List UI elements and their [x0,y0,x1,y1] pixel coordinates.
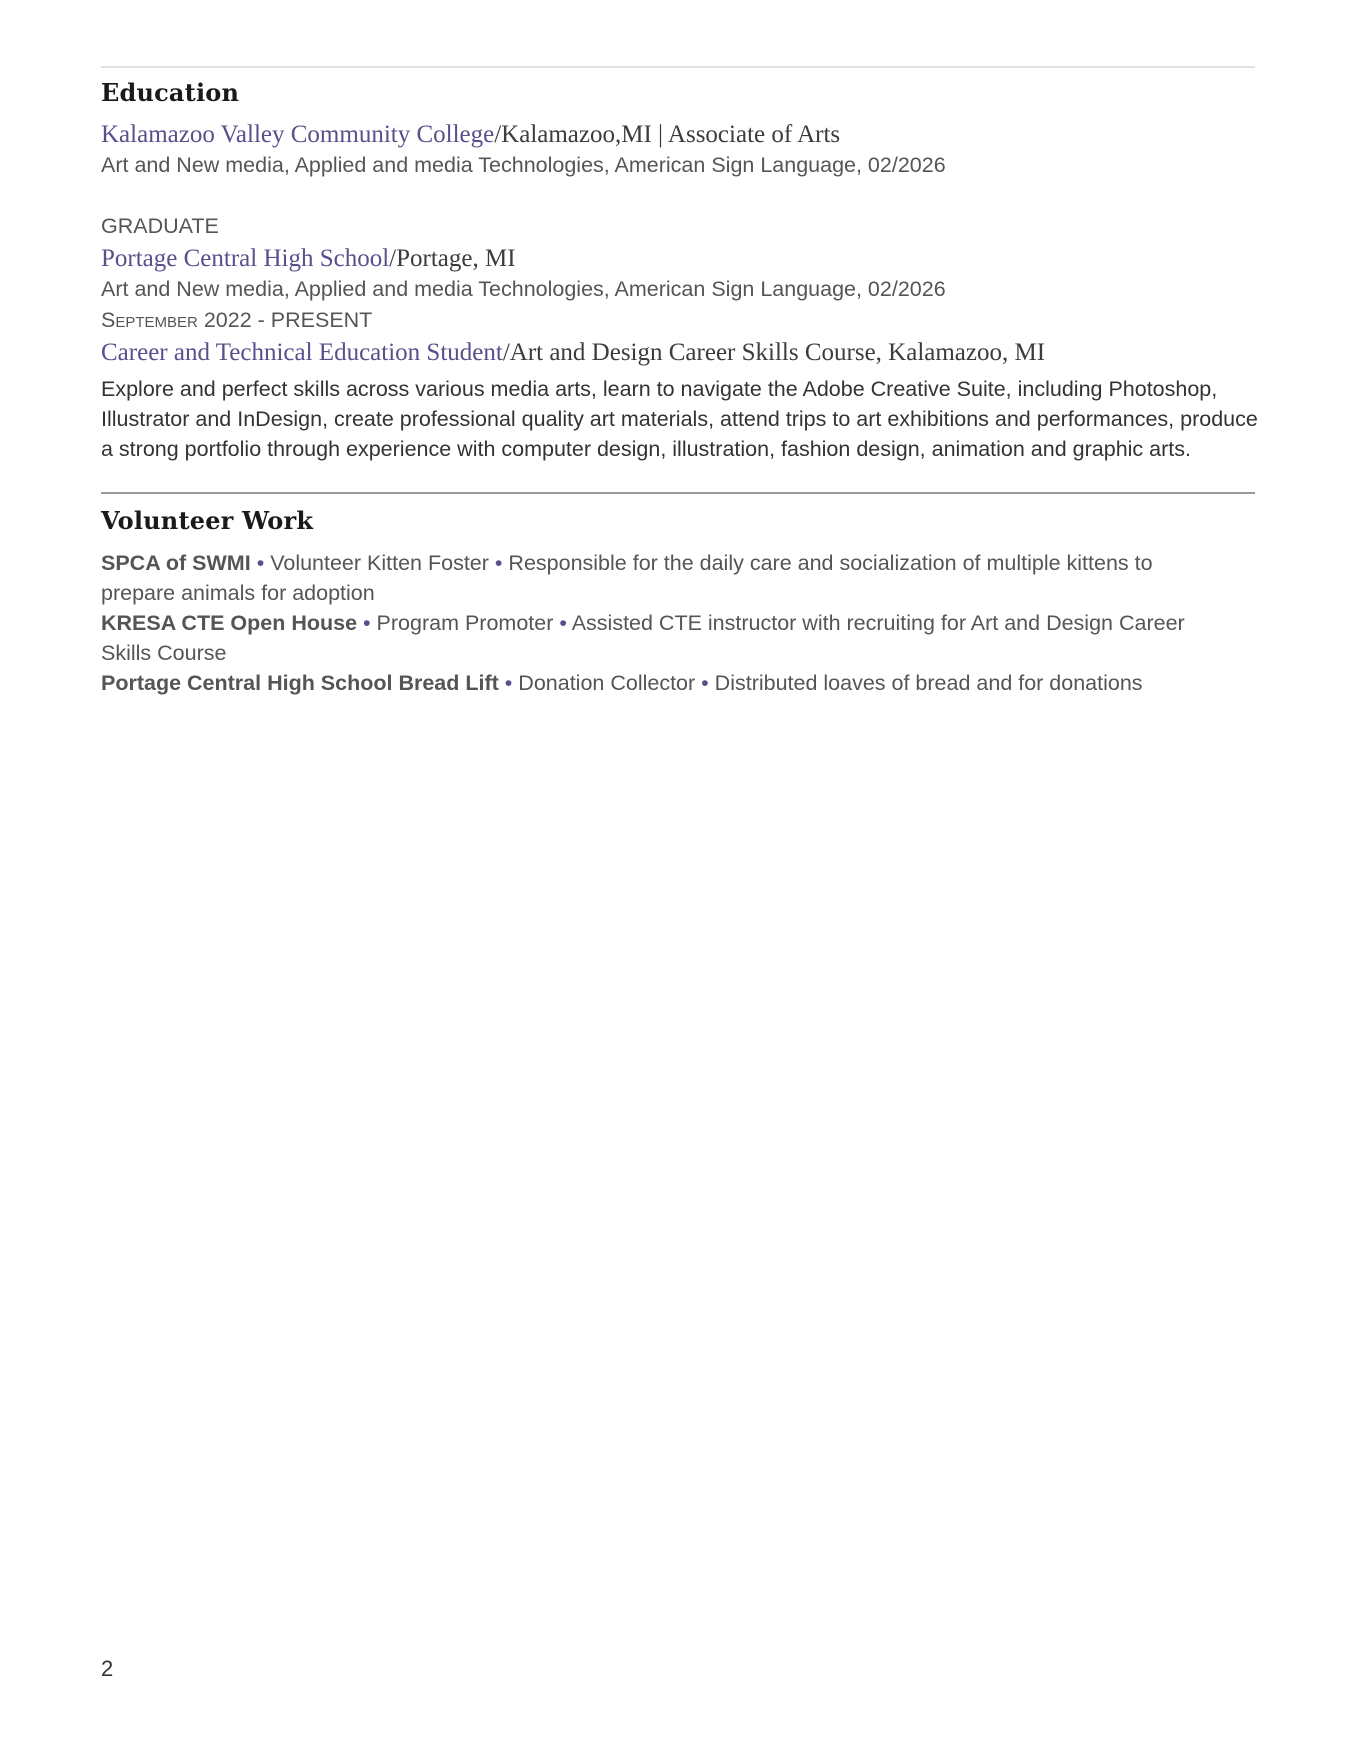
bullet-icon: • [363,611,371,635]
cte-name: Career and Technical Education Student [101,339,503,366]
pchs-details: Art and New media, Applied and media Technologies, American Sign Language, 02/2026 [101,277,946,301]
section-divider [101,492,1255,494]
pchs-line [101,245,516,273]
kvcc-details: Art and New media, Applied and media Technologies, American Sign Language, 02/2026 [101,153,946,177]
bullet-icon: • [701,671,709,695]
cte-line [101,339,1045,367]
volunteer-item-breadlift [101,671,1143,696]
volunteer-heading: Volunteer Work [101,506,314,535]
spca-org: SPCA of SWMI [101,551,251,575]
bullet-icon: • [504,671,513,695]
pchs-location: /Portage, MI [389,245,516,272]
spca-desc: Responsible for the daily care and socialization of multiple kittens to [508,551,1153,575]
date-range [101,308,372,333]
date-month: September [101,308,198,332]
bullet-icon: • [494,551,503,575]
page-number: 2 [101,1656,114,1681]
graduate-label: GRADUATE [101,214,219,238]
kresa-desc: Assisted CTE instructor with recruiting for Art and Design Career [571,611,1185,635]
bullet-icon: • [559,611,567,635]
kvcc-name: Kalamazoo Valley Community College [101,121,495,148]
cte-location: /Art and Design Career Skills Course, Kalamazoo, MI [502,339,1046,366]
cte-description: Explore and perfect skills across various media arts, learn to navigate the Adobe Creative Suite, including Photoshop, Illustrator and InDesign, create professional quality art materials, attend trips to art exhibitions and performances, produce a strong portfolio through experience with computer design, illustration, fashion design, animation and graphic arts. [101,377,1258,461]
top-divider [101,66,1255,68]
kresa-org: KRESA CTE Open House [101,611,358,635]
kresa-desc-cont: Skills Course [101,641,227,665]
breadlift-org: Portage Central High School Bread Lift [101,671,499,695]
bullet-icon: • [256,551,265,575]
volunteer-item-spca [101,551,1153,576]
spca-desc-cont: prepare animals for adoption [101,581,375,605]
breadlift-desc: Distributed loaves of bread and for donations [714,671,1143,695]
kvcc-line [101,121,840,149]
date-rest: 2022 - PRESENT [197,308,373,332]
education-heading: Education [101,78,240,107]
volunteer-item-kresa [101,611,1185,636]
breadlift-role: Donation Collector [518,671,696,695]
spca-role: Volunteer Kitten Foster [270,551,489,575]
pchs-name: Portage Central High School [101,245,390,272]
kvcc-location: /Kalamazoo,MI | Associate of Arts [494,121,841,148]
kresa-role: Program Promoter [376,611,554,635]
